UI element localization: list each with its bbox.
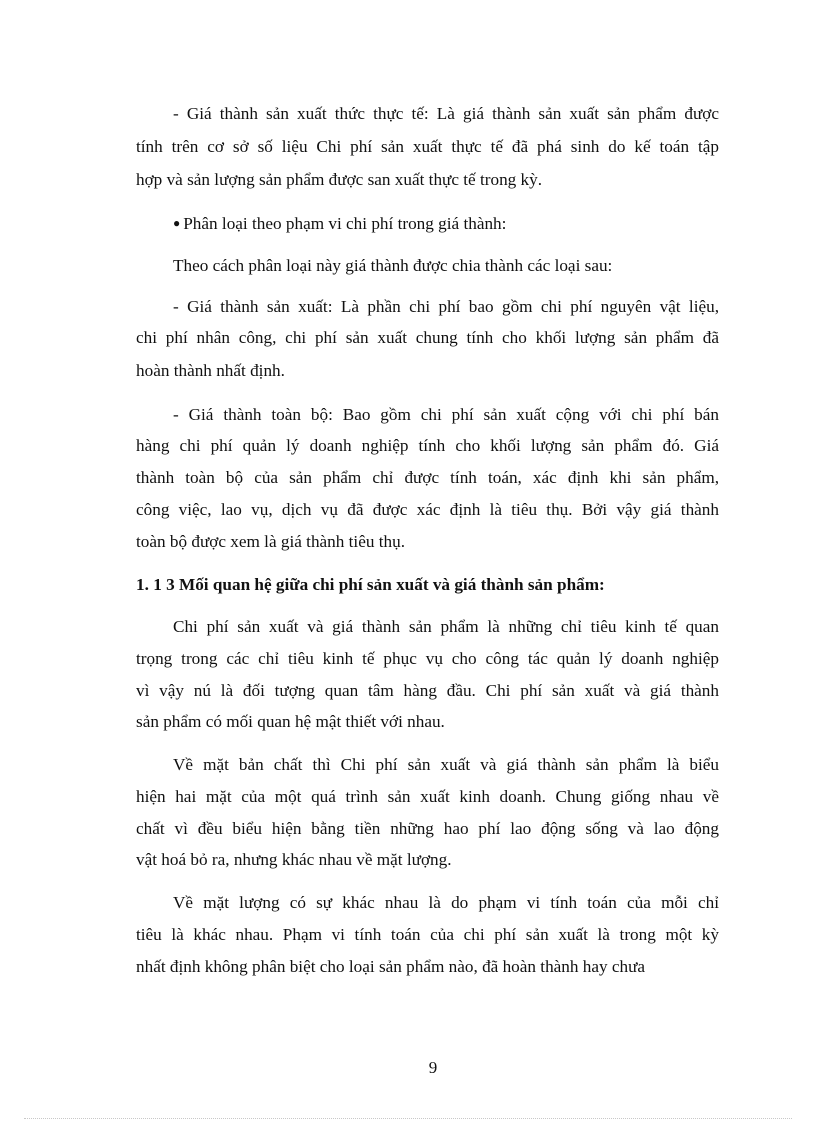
page-bottom-divider xyxy=(24,1118,792,1119)
paragraph-line: chi phí nhân công, chi phí sản xuất chung tính cho khối lượng sản phẩm đã xyxy=(136,328,719,347)
bullet-heading-text: Phân loại theo phạm vi chi phí trong giá thành: xyxy=(183,214,507,233)
paragraph-line: tiêu là khác nhau. Phạm vi tính toán của chi phí sản xuất là trong một kỳ xyxy=(136,925,719,944)
paragraph-line: - Giá thành sản xuất: Là phần chi phí bao gồm chi phí nguyên vật liệu, xyxy=(173,297,719,316)
page-number: 9 xyxy=(428,1058,438,1077)
paragraph-line: tính trên cơ sở số liệu Chi phí sản xuất thực tế đã phá sinh do kế toán tập xyxy=(136,137,719,156)
paragraph-line: Về mặt lượng có sự khác nhau là do phạm vi tính toán của mỗi chỉ xyxy=(173,893,719,912)
paragraph-line: chất vì đều biểu hiện bằng tiền những hao phí lao động sống và lao động xyxy=(136,819,719,838)
paragraph-line: trọng trong các chỉ tiêu kinh tế phục vụ cho công tác quản lý doanh nghiệp xyxy=(136,649,719,668)
paragraph-line: thành toàn bộ của sản phẩm chỉ được tính toán, xác định khi sản phẩm, xyxy=(136,468,719,487)
paragraph-line: Theo cách phân loại này giá thành được chia thành các loại sau: xyxy=(173,256,613,275)
paragraph-line: vật hoá bỏ ra, nhưng khác nhau về mặt lượng. xyxy=(136,850,452,869)
paragraph-line: Chi phí sản xuất và giá thành sản phẩm là những chỉ tiêu kinh tế quan xyxy=(173,617,719,636)
paragraph-line: công việc, lao vụ, dịch vụ đã được xác định là tiêu thụ. Bởi vậy giá thành xyxy=(136,500,719,519)
paragraph-line: toàn bộ được xem là giá thành tiêu thụ. xyxy=(136,532,405,551)
paragraph-line: hiện hai mặt của một quá trình sản xuất kinh doanh. Chung giống nhau về xyxy=(136,787,719,806)
bullet-heading xyxy=(173,212,719,235)
paragraph-line: hợp và sản lượng sản phẩm được san xuất thực tế trong kỳ. xyxy=(136,170,543,189)
section-heading: 1. 1 3 Mối quan hệ giữa chi phí sản xuất và giá thành sản phẩm: xyxy=(136,575,605,594)
paragraph-line: hàng chi phí quản lý doanh nghiệp tính cho khối lượng sản phẩm đó. Giá xyxy=(136,436,719,455)
paragraph-line: - Giá thành toàn bộ: Bao gồm chi phí sản xuất cộng với chi phí bán xyxy=(173,405,719,424)
paragraph-line: Về mặt bản chất thì Chi phí sản xuất và giá thành sản phẩm là biểu xyxy=(173,755,719,774)
bullet-icon: ● xyxy=(173,216,181,230)
paragraph-line: - Giá thành sản xuất thức thực tế: Là giá thành sản xuất sản phẩm được xyxy=(173,104,719,123)
paragraph-line: hoàn thành nhất định. xyxy=(136,361,285,380)
paragraph-line: nhất định không phân biệt cho loại sản phẩm nào, đã hoàn thành hay chưa xyxy=(136,957,646,976)
paragraph-line: vì vậy nú là đối tượng quan tâm hàng đầu. Chi phí sản xuất và giá thành xyxy=(136,681,719,700)
paragraph-line: sản phẩm có mối quan hệ mật thiết với nhau. xyxy=(136,712,445,731)
